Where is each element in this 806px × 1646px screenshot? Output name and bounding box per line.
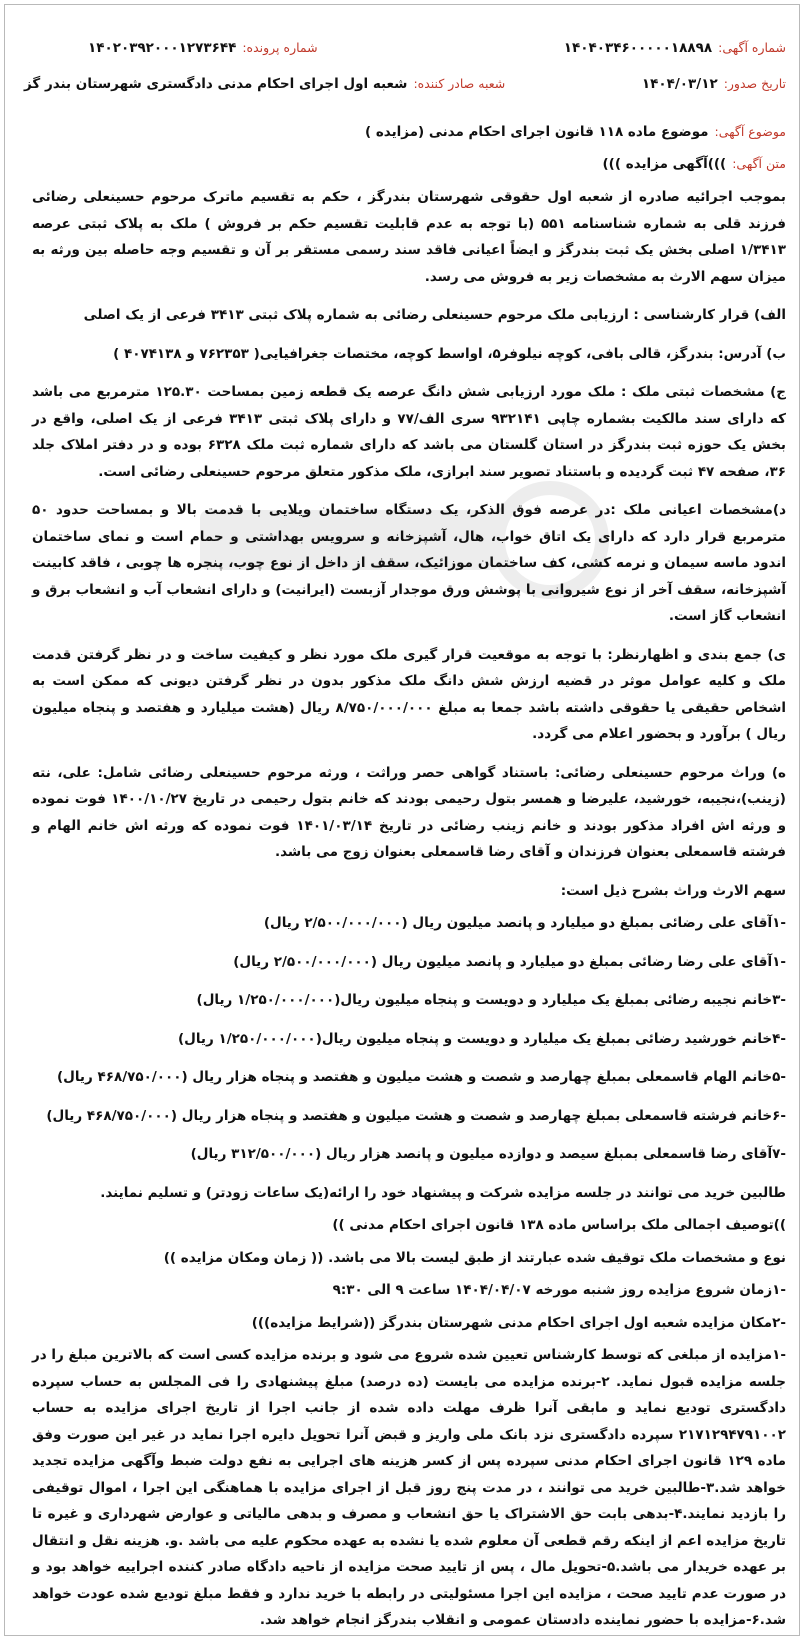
text-value: )))آگهی مزایده ))) xyxy=(602,156,727,172)
share-item: -۱آقای علی رضائی بمبلغ دو میلیارد و پانصد میلیون ریال (۲/۵۰۰/۰۰۰/۰۰۰ ریال) xyxy=(263,915,786,931)
case-number-label: شماره پرونده: xyxy=(242,40,318,55)
type-line: نوع و مشخصات ملک توقیف شده عبارتند از طبق لیست بالا می باشد. (( زمان ومکان مزایده )) xyxy=(163,1249,786,1266)
conditions-paragraph: -۱مزایده از مبلغی که توسط کارشناس تعیین شده شروع می شود و برنده مزایده کسی است که بالاترین مبلغ را در جلسه مزایده قبول نماید. ۲-برنده مزایده می بایست (ده درصد) مبلغ پیشنهادی را فی المجلس به حساب سپرده دادگستری تودیع نماید و مابقی آنرا ظرف مهلت داده شده از جانب اجرا از تاریخ اجرای مزایده به حساب ۲۱۷۱۲۹۴۷۹۱۰۰۲ سپرده دادگستری نزد بانک ملی واریز و قبض آنرا تحویل دایره اجرا نماید در غیر این صورت وفق ماده ۱۲۹ قانون اجرای احکام مدنی سپرده پس از کسر هزینه های اجرایی به نفع دولت ضبط وآگهی مزایده تجدید خواهد شد.۳-طالبین خرید می توانند ، در مدت پنج روز قبل از اجرای مزایده با هماهنگی این اجرا ، اموال توقیفی را بازدید نمایند.۴-بدهی بابت حق الاشتراک یا حق انشعاب و مصرف و بدهی مالیاتی و عوارض شهرداری و غیره تا تاریخ مزایده اعم از اینکه رقم قطعی آن معلوم شده یا نشده به عهده محکوم علیه می باشد .و. هزینه نقل و انتقال بر عهده خریدار می باشد.۵-تحویل مال ، پس از تایید صحت مزایده از ناحیه دادگاه صادر کننده اجراییه خواهد بود و در صورت عدم تایید صحت ، مزایده این اجرا مسئولیتی در رابطه با خرید ندارد و فقط مبلغ تودیع شده عودت خواهد شد.۶-مزایده با حضور نماینده دادستان عمومی و انقلاب بندرگز انجام خواهد شد. xyxy=(32,1347,786,1628)
shares-title: سهم الارث وراث بشرح ذیل است: xyxy=(560,882,786,899)
issue-date-label: تاریخ صدور: xyxy=(723,76,786,91)
issuing-branch-value: شعبه اول اجرای احکام مدنی دادگستری شهرستان بندر گز xyxy=(24,76,408,92)
header-row-2 xyxy=(18,76,786,102)
subject-value: موضوع ماده ۱۱۸ قانون اجرای احکام مدنی (مزایده ) xyxy=(364,124,709,140)
paragraph-he: ه) وراث مرحوم حسینعلی رضائی: باستناد گواهی حصر وراثت ، ورثه مرحوم حسینعلی رضائی شامل: علی، نته (زینب)،نجیبه، خورشید، علیرضا و همسر بتول رحیمی بودند که خانم بتول رحیمی در تاریخ ۱۴۰۰/۱۰/۲۷ فوت نموده و ورثه اش افراد مذکور بودند و خانم زینب رضائی در تاریخ ۱۴۰۱/۰۳/۱۴ فوت نموده که ورثه اش خانم الهام و فرشته قاسمعلی بعنوان فرزندان و آقای رضا قاسمعلی بعنوان زوج می باشد. xyxy=(32,764,786,860)
issuing-branch-label: شعبه صادر کننده: xyxy=(413,76,506,91)
case-number-value: ۱۴۰۲۰۳۹۲۰۰۰۱۲۷۳۶۴۴ xyxy=(88,40,237,56)
paragraph-ye: ی) جمع بندی و اظهارنظر: با توجه به موقعیت قرار گیری ملک مورد نظر و کیفیت ساخت و در نظر گرفتن قدمت ملک و کلیه عوامل موثر در قضیه ارزش شش دانگ ملک مذکور بدون در نظر گرفتن دیونی که ممکن است به اشخاص حقیقی یا حقوقی داشته باشد جمعا به مبلغ ۸/۷۵۰/۰۰۰/۰۰۰ ریال (هشت میلیارد و هفتصد و پنجاه میلیون ریال ) برآورد و بحضور اعلام می گردد. xyxy=(32,646,786,742)
share-item: -۶خانم فرشته قاسمعلی بمبلغ چهارصد و شصت و هشت میلیون و هفتصد و پنجاه هزار ریال (۴۶۸/۷۵۰/۰۰۰ ریال) xyxy=(46,1107,786,1124)
paragraph-alef: الف) قرار کارشناسی : ارزیابی ملک مرحوم حسینعلی رضائی به شماره پلاک ثبتی ۳۴۱۳ فرعی از یک اصلی xyxy=(83,307,786,323)
notice-page xyxy=(18,30,786,1646)
subject-line xyxy=(18,124,786,146)
time-line: -۱زمان شروع مزایده روز شنبه مورخه ۱۴۰۴/۰۴/۰۷ ساعت ۹ الی ۹:۳۰ xyxy=(332,1282,786,1298)
share-item: -۵خانم الهام قاسمعلی بمبلغ چهارصد و شصت و هشت میلیون و هفتصد و پنجاه هزار ریال (۴۶۸/۷۵۰/۰۰۰ ریال) xyxy=(56,1069,786,1085)
text-line xyxy=(18,156,786,182)
share-item: -۳خانم نجیبه رضائی بمبلغ یک میلیارد و دویست و پنجاه میلیون ریال(۱/۲۵۰/۰۰۰/۰۰۰ ریال) xyxy=(196,992,786,1008)
share-item: -۱آقای علی رضا رضائی بمبلغ دو میلیارد و پانصد میلیون ریال (۲/۵۰۰/۰۰۰/۰۰۰ ریال) xyxy=(233,953,786,970)
text-label: متن آگهی: xyxy=(732,156,786,171)
issue-date xyxy=(642,76,786,92)
subject-label: موضوع آگهی: xyxy=(714,124,786,139)
ad-number-label: شماره آگهی: xyxy=(718,40,786,55)
notice-body xyxy=(18,184,786,1634)
description-heading: ))توصیف اجمالی ملک براساس ماده ۱۳۸ قانون اجرای احکام مدنی )) xyxy=(332,1217,786,1233)
share-item: -۷آقای رضا قاسمعلی بمبلغ سیصد و دوازده میلیون و پانصد هزار ریال (۳۱۲/۵۰۰/۰۰۰ ریال) xyxy=(190,1146,786,1162)
header-row-1 xyxy=(18,40,786,66)
paragraph-be: ب) آدرس: بندرگز، قالی بافی، کوچه نیلوفر۵، اواسط کوچه، مختصات جغرافیایی( ۷۶۲۳۵۳ و ۴۰۷۴۱۳۸ ) xyxy=(113,345,786,362)
paragraph-jim: ج) مشخصات ثبتی ملک : ملک مورد ارزیابی شش دانگ عرصه یک قطعه زمین بمساحت ۱۲۵.۳۰ مترمربع می باشد که دارای سند مالکیت بشماره چاپی ۹۳۲۱۴۱ سری الف/۷۷ و دارای پلاک ثبتی ۳۴۱۳ فرعی از یک اصلی، واقع در بخش یک حوزه ثبت بندرگز در استان گلستان می باشد که دارای شماره ثبت ملک ۶۳۲۸ بوده و در دفتر املاک جلد ۳۶، صفحه ۴۷ ثبت گردیده و باستناد تصویر سند ابرازی، ملک مذکور متعلق مرحوم حسینعلی رضائی است. xyxy=(32,384,787,480)
paragraph-dal: د)مشخصات اعیانی ملک :در عرصه فوق الذکر، یک دستگاه ساختمان ویلایی با قدمت بالا و بمساحت حدود ۵۰ مترمربع قرار دارد که دارای یک اتاق خواب، هال، آشپزخانه و سرویس بهداشتی و حمام است و نمای ساختمان اندود ماسه سیمان و نرمه کشی، کف ساختمان موزائیک، سقف از داخل از نوع چوب، پنجره ها چوبی ، فاقد کابینت آشپزخانه، سقف آخر از نوع شیروانی با پوشش ورق موجدار آزبست (ایرانیت) و دارای انشعاب آب و انشعاب برق و انشعاب گاز است. xyxy=(32,502,786,624)
ad-number-value: ۱۴۰۴۰۳۴۶۰۰۰۰۰۱۸۸۹۸ xyxy=(563,40,713,56)
issue-date-value: ۱۴۰۴/۰۳/۱۲ xyxy=(641,76,718,92)
issuing-branch xyxy=(24,76,505,92)
paragraph-intro: بموجب اجرائیه صادره از شعبه اول حقوقی شهرستان بندرگز ، حکم به تقسیم ماترک مرحوم حسینعلی رضائی فرزند قلی به شماره شناسنامه ۵۵۱ (با توجه به عدم قابلیت تقسیم حکم بر فروش ) ملک به پلاک ثبتی عرصه ۱/۳۴۱۳ اصلی بخش یک ثبت بندرگز و ایضاً اعیانی فاقد سند رسمی مستقر بر آن و تقسیم وجه حاصله بین ورثه به میزان سهم الارث به مشخصات زیر به فروش می رسد. xyxy=(32,189,786,285)
share-item: -۴خانم خورشید رضائی بمبلغ یک میلیارد و دویست و پنجاه میلیون ریال(۱/۲۵۰/۰۰۰/۰۰۰ ریال) xyxy=(177,1030,786,1047)
buyers-note: طالبین خرید می توانند در جلسه مزایده شرکت و پیشنهاد خود را ارائه(یک ساعات زودتر) و تسلیم نمایند. xyxy=(100,1184,786,1201)
ad-number xyxy=(564,40,786,56)
place-line: -۲مکان مزایده شعبه اول اجرای احکام مدنی شهرستان بندرگز ((شرایط مزایده))) xyxy=(251,1314,786,1331)
case-number xyxy=(88,40,318,56)
